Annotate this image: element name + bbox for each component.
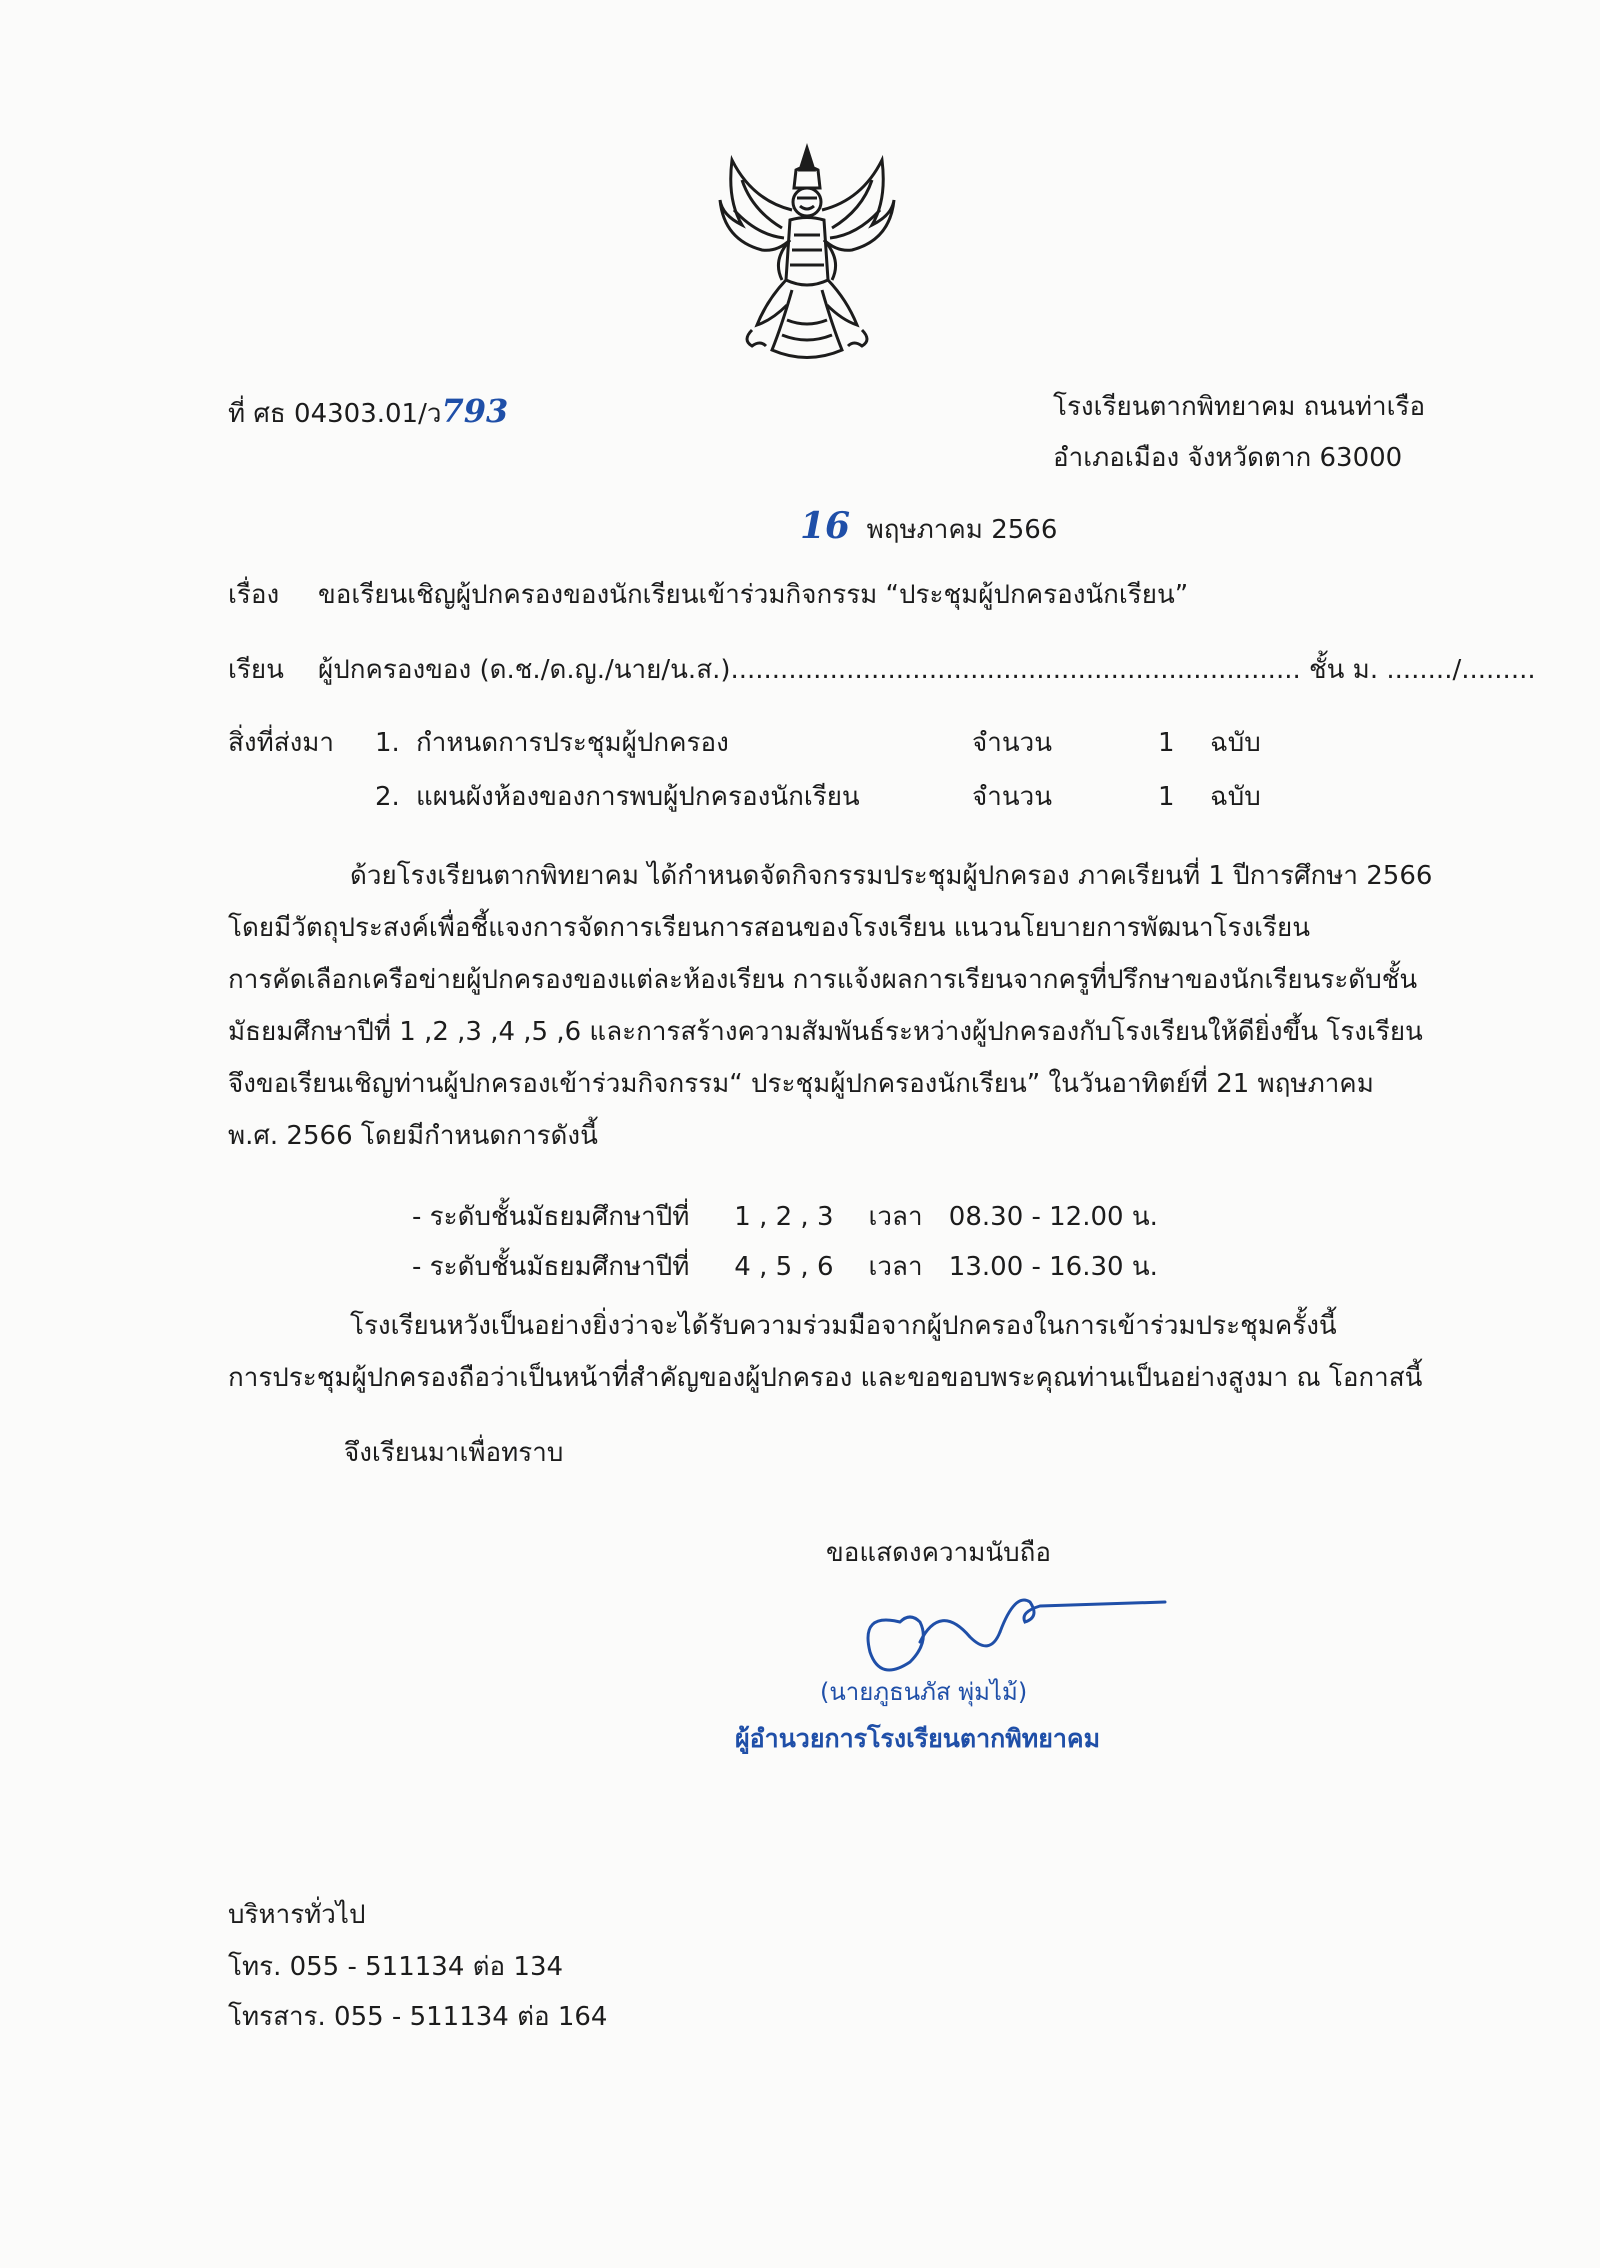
footer-fax: โทรสาร. 055 - 511134 ต่อ 164 xyxy=(228,2002,608,2032)
body-line: มัธยมศึกษาปีที่ 1 ,2 ,3 ,4 ,5 ,6 และการสร้างความสัมพันธ์ระหว่างผู้ปกครองกับโรงเรียนให้ดียิ่งขึ้น โรงเรียน xyxy=(228,1017,1423,1047)
enclosure-title: กำหนดการประชุมผู้ปกครอง xyxy=(416,728,729,758)
reference-handwritten-number: 793 xyxy=(441,392,509,430)
schedule-time-label: เวลา xyxy=(868,1202,923,1232)
garuda-emblem-icon xyxy=(712,140,902,370)
reference-prefix: ที่ ศธ 04303.01/ว xyxy=(228,399,442,429)
schedule-level: - ระดับชั้นมัธยมศึกษาปีที่ xyxy=(412,1252,690,1282)
addressee-text: ผู้ปกครองของ (ด.ช./ด.ญ./นาย/น.ส.)..................................................................... ชั้น ม. ......../......... xyxy=(318,655,1536,685)
body-line: จึงขอเรียนเชิญท่านผู้ปกครองเข้าร่วมกิจกรรม“ ประชุมผู้ปกครองนักเรียน” ในวันอาทิตย์ที่ 21 พฤษภาคม xyxy=(228,1069,1374,1099)
schedule-item xyxy=(412,1196,1158,1237)
regards-text: ขอแสดงความนับถือ xyxy=(826,1538,1051,1568)
schedule-time-label: เวลา xyxy=(868,1252,923,1282)
sender-address-line2: อำเภอเมือง จังหวัดตาก 63000 xyxy=(1053,443,1403,473)
signatory-name: (นายภูธนภัส พุ่มไม้) xyxy=(820,1678,1028,1706)
closing-line: โรงเรียนหวังเป็นอย่างยิ่งว่าจะได้รับความร่วมมือจากผู้ปกครองในการเข้าร่วมประชุมครั้งนี้ xyxy=(350,1311,1337,1341)
subject-text: ขอเรียนเชิญผู้ปกครองของนักเรียนเข้าร่วมกิจกรรม “ประชุมผู้ปกครองนักเรียน” xyxy=(318,580,1189,610)
body-paragraph xyxy=(228,850,1460,1162)
schedule-level: - ระดับชั้นมัธยมศึกษาปีที่ xyxy=(412,1202,690,1232)
enclosure-qty: 1 xyxy=(1158,782,1175,812)
reference-number xyxy=(228,392,508,430)
enclosure-qty-label: จำนวน xyxy=(972,728,1052,758)
footer-department: บริหารทั่วไป xyxy=(228,1900,366,1930)
enclosure-title: แผนผังห้องของการพบผู้ปกครองนักเรียน xyxy=(416,782,860,812)
schedule-item xyxy=(412,1246,1158,1287)
letter-date xyxy=(800,505,1057,548)
enclosure-number: 2. xyxy=(375,782,400,812)
schedule-time: 08.30 - 12.00 น. xyxy=(948,1202,1158,1232)
closing-line: การประชุมผู้ปกครองถือว่าเป็นหน้าที่สำคัญของผู้ปกครอง และขอขอบพระคุณท่านเป็นอย่างสูงมา ณ โอกาสนี้ xyxy=(228,1363,1423,1393)
closing-paragraph xyxy=(228,1300,1460,1404)
body-line: พ.ศ. 2566 โดยมีกำหนดการดังนี้ xyxy=(228,1121,598,1151)
schedule-time: 13.00 - 16.30 น. xyxy=(948,1252,1158,1282)
signatory-position: ผู้อำนวยการโรงเรียนตากพิทยาคม xyxy=(735,1724,1101,1753)
date-month-year: พฤษภาคม 2566 xyxy=(866,515,1058,545)
enclosure-unit: ฉบับ xyxy=(1210,728,1261,758)
date-handwritten-day: 16 xyxy=(800,505,851,547)
body-line: โดยมีวัตถุประสงค์เพื่อชี้แจงการจัดการเรียนการสอนของโรงเรียน แนวนโยบายการพัฒนาโรงเรียน xyxy=(228,913,1311,943)
sender-address-line1: โรงเรียนตากพิทยาคม ถนนท่าเรือ xyxy=(1053,392,1426,422)
body-line: การคัดเลือกเครือข่ายผู้ปกครองของแต่ละห้องเรียน การแจ้งผลการเรียนจากครูที่ปรึกษาของนักเรียนระดับชั้น xyxy=(228,965,1418,995)
body-line: ด้วยโรงเรียนตากพิทยาคม ได้กำหนดจัดกิจกรรมประชุมผู้ปกครอง ภาคเรียนที่ 1 ปีการศึกษา 2566 xyxy=(350,861,1433,891)
subject-label: เรื่อง xyxy=(228,580,280,610)
handwritten-signature xyxy=(840,1582,1180,1692)
schedule-grades: 1 , 2 , 3 xyxy=(734,1202,834,1232)
enclosure-number: 1. xyxy=(375,728,400,758)
footer-phone: โทร. 055 - 511134 ต่อ 134 xyxy=(228,1952,564,1982)
addressee-label: เรียน xyxy=(228,655,284,685)
sign-off: จึงเรียนมาเพื่อทราบ xyxy=(344,1438,564,1468)
schedule-grades: 4 , 5 , 6 xyxy=(734,1252,834,1282)
enclosure-qty-label: จำนวน xyxy=(972,782,1052,812)
enclosures-label: สิ่งที่ส่งมา xyxy=(228,728,335,758)
enclosure-qty: 1 xyxy=(1158,728,1175,758)
enclosure-unit: ฉบับ xyxy=(1210,782,1261,812)
